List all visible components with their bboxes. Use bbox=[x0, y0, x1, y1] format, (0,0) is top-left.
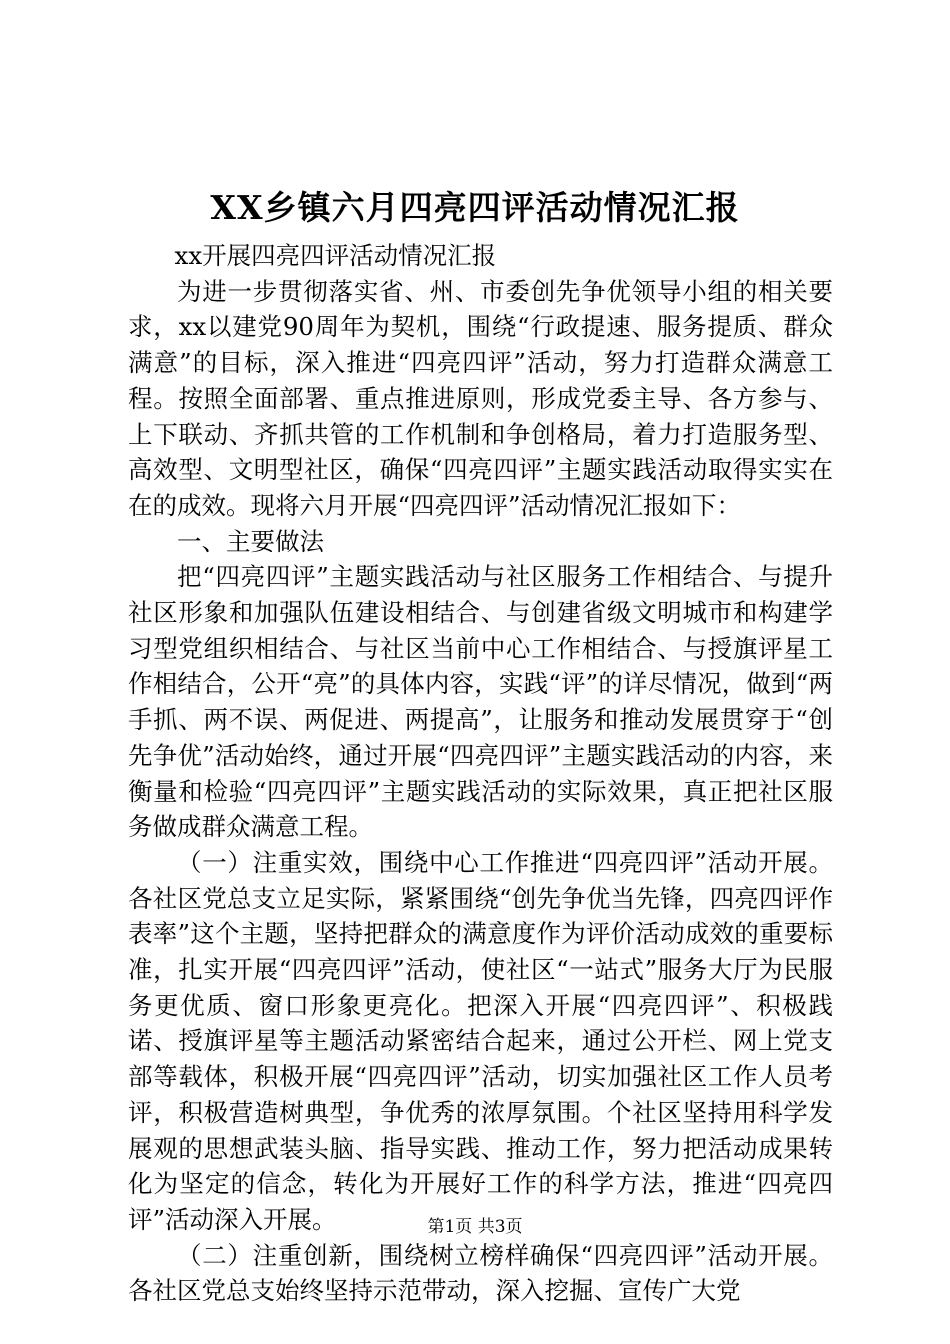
body-paragraph: （二）注重创新，围绕树立榜样确保“四亮四评”活动开展。各社区党总支始终坚持示范带动，深入挖掘、宣传广大党 bbox=[128, 1240, 833, 1306]
document-body bbox=[128, 238, 833, 1309]
body-paragraph: （一）注重实效，围绕中心工作推进“四亮四评”活动开展。各社区党总支立足实际，紧紧围绕“创先争优当先锋，四亮四评作表率”这个主题，坚持把群众的满意度作为评价活动成效的重要标准，扎实开展“四亮四评”活动，使社区“一站式”服务大厅为民服务更优质、窗口形象更亮化。把深入开展“四亮四评”、积极践诺、授旗评星等主题活动紧密结合起来，通过公开栏、网上党支部等载体，积极开展“四亮四评”活动，切实加强社区工作人员考评，积极营造树典型，争优秀的浓厚氛围。个社区坚持用科学发展观的思想武装头脑、指导实践、推动工作，努力把活动成果转化为坚定的信念，转化为开展好工作的科学方法，推进“四亮四评”活动深入开展。 bbox=[128, 847, 833, 1234]
document-title: XX乡镇六月四亮四评活动情况汇报 bbox=[210, 188, 740, 227]
intro-paragraph: 为进一步贯彻落实省、州、市委创先争优领导小组的相关要求，xx以建党90周年为契机，围绕“行政提速、服务提质、群众满意”的目标，深入推进“四亮四评”活动，努力打造群众满意工程。按照全面部署、重点推进原则，形成党委主导、各方参与、上下联动、齐抓共管的工作机制和争创格局，着力打造服务型、高效型、文明型社区，确保“四亮四评”主题实践活动取得实实在在的成效。现将六月开展“四亮四评”活动情况汇报如下： bbox=[128, 276, 833, 520]
page-footer: 第1页 共3页 bbox=[427, 1217, 523, 1237]
section-heading: 一、主要做法 bbox=[177, 526, 324, 556]
subtitle-paragraph: xx开展四亮四评活动情况汇报 bbox=[174, 241, 497, 270]
body-paragraph: 把“四亮四评”主题实践活动与社区服务工作相结合、与提升社区形象和加强队伍建设相结合、与创建省级文明城市和构建学习型党组织相结合、与社区当前中心工作相结合、与授旗评星工作相结合，公开“亮”的具体内容，实践“评”的详尽情况，做到“两手抓、两不误、两促进、两提高”，让服务和推动发展贯穿于“创先争优”活动始终，通过开展“四亮四评”主题实践活动的内容，来衡量和检验“四亮四评”主题实践活动的实际效果，真正把社区服务做成群众满意工程。 bbox=[128, 562, 833, 842]
